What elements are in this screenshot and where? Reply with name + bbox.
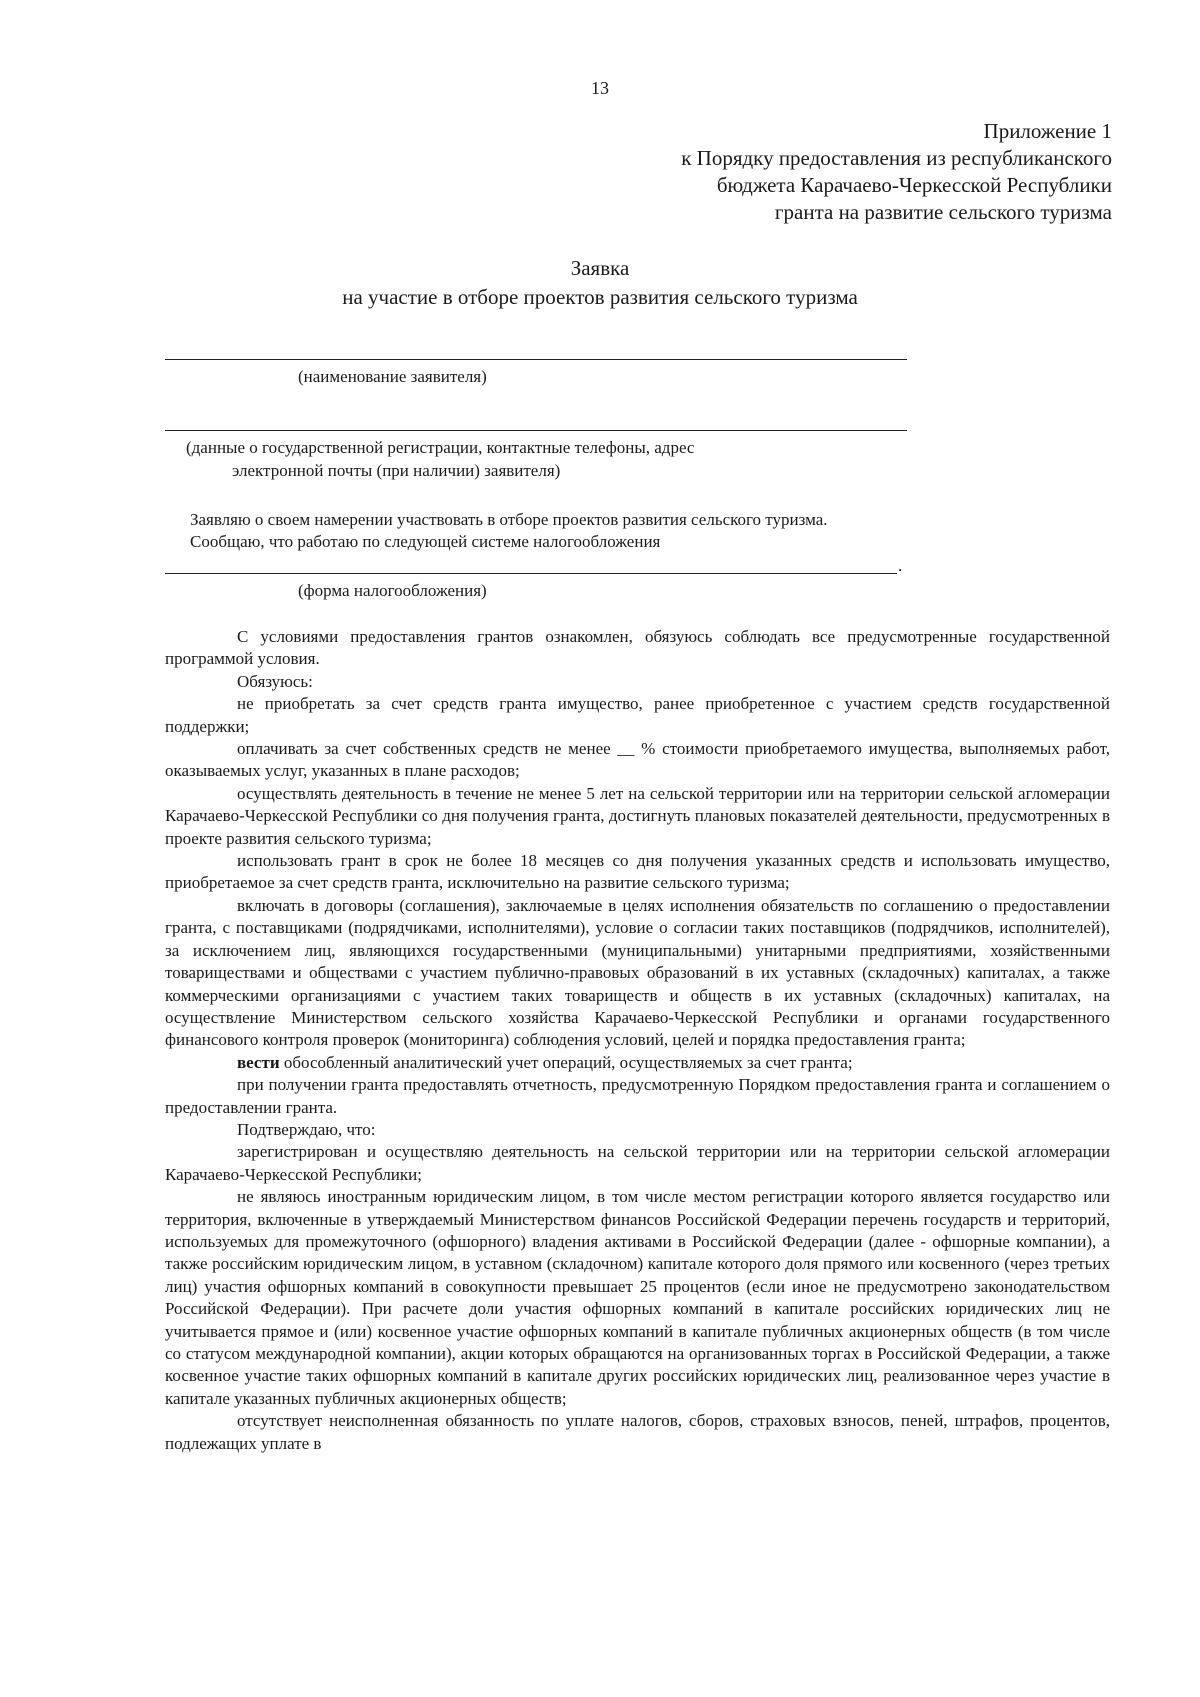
appendix-line-4: гранта на развитие сельского туризма	[774, 200, 1112, 224]
registration-data-line	[165, 430, 907, 431]
paragraph-own-funds: оплачивать за счет собственных средств не менее __ % стоимости приобретаемого имущества, выполняемых работ, оказываемых услуг, указанных в плане расходов;	[165, 739, 1110, 781]
registration-caption-2: электронной почты (при наличии) заявителя)	[232, 461, 561, 480]
statement-block	[190, 509, 1010, 553]
appendix-line-1: Приложение 1	[983, 119, 1112, 143]
paragraph-accounting	[165, 1052, 1110, 1074]
title-subheading: на участие в отборе проектов развития сельского туризма	[342, 285, 858, 309]
paragraph-no-tax-debt: отсутствует неисполненная обязанность по уплате налогов, сборов, страховых взносов, пеней, штрафов, процентов, подлежащих уплате в	[165, 1411, 1110, 1453]
paragraph-conditions: С условиями предоставления грантов ознакомлен, обязуюсь соблюдать все предусмотренные государственной программой условия.	[165, 627, 1110, 669]
paragraph-grant-usage: использовать грант в срок не более 18 месяцев со дня получения указанных средств и использовать имущество, приобретаемое за счет средств гранта, исключительно на развитие сельского туризма;	[165, 851, 1110, 893]
accounting-bold-word: вести	[237, 1052, 280, 1072]
body-text	[165, 626, 1110, 1455]
registration-caption-1: (данные о государственной регистрации, контактные телефоны, адрес	[186, 438, 695, 457]
paragraph-contracts: включать в договоры (соглашения), заключаемые в целях исполнения обязательств по соглашению о предоставлении гранта, с поставщиками (подрядчиками, исполнителями), условие о согласии таких поставщиков (подрядчиков, исполнителей), за исключением лиц, являющихся государственными (муниципальными) унитарными предприятиями, хозяйственными товариществами и обществами с участием публично-правовых образований в их уставных (складочных) капиталах, а также коммерческими организациями с участием таких товариществ и обществ в их уставных (складочных) капиталах, на осуществление Министерством сельского хозяйства Карачаево-Черкесской Республики и органами государственного финансового контроля проверок (мониторинга) соблюдения условий, целей и порядка предоставления гранта;	[165, 895, 1110, 1050]
statement-line-1: Заявляю о своем намерении участвовать в отборе проектов развития сельского туризма.	[190, 510, 828, 529]
page-number: 13	[591, 78, 609, 98]
tax-form-line	[165, 573, 897, 574]
statement-line-2: Сообщаю, что работаю по следующей системе налогообложения	[190, 532, 661, 551]
paragraph-registered: зарегистрирован и осуществляю деятельность на сельской территории или на территории сельской агломерации Карачаево-Черкесской Республики;	[165, 1142, 1110, 1184]
paragraph-no-reacquire: не приобретать за счет средств гранта имущество, ранее приобретенное с участием средств государственной поддержки;	[165, 694, 1110, 736]
paragraph-activity-period: осуществлять деятельность в течение не менее 5 лет на сельской территории или на территории сельской агломерации Карачаево-Черкесской Республики со дня получения гранта, достигнуть плановых показателей деятельности, предусмотренных в проекте развития сельского туризма;	[165, 783, 1110, 848]
document-title	[0, 254, 1200, 312]
paragraph-obligations-heading: Обязуюсь:	[237, 671, 313, 691]
paragraph-confirm-heading: Подтверждаю, что:	[237, 1119, 376, 1139]
title-heading: Заявка	[570, 256, 630, 280]
appendix-header	[681, 118, 1112, 226]
appendix-line-2: к Порядку предоставления из республиканского	[681, 146, 1112, 170]
tax-line-end: .	[898, 556, 903, 575]
applicant-name-caption: (наименование заявителя)	[298, 367, 487, 386]
appendix-line-3: бюджета Карачаево-Черкесской Республики	[716, 173, 1112, 197]
tax-form-caption: (форма налогообложения)	[298, 581, 487, 600]
paragraph-not-foreign: не являюсь иностранным юридическим лицом, в том числе местом регистрации которого является государство или территория, включенные в утверждаемый Министерством финансов Российской Федерации перечень государств и территорий, используемых для промежуточного (офшорного) владения активами в Российской Федерации (далее - офшорные компании), а также российским юридическим лицом, в уставном (складочном) капитале которого доля прямого или косвенного (через третьих лиц) участия офшорных компаний в совокупности превышает 25 процентов (если иное не предусмотрено законодательством Российской Федерации). При расчете доли участия офшорных компаний в капитале российских юридических лиц не учитывается прямое и (или) косвенное участие офшорных компаний в капитале публичных акционерных обществ (в том числе со статусом международной компании), акции которых обращаются на организованных торгах в Российской Федерации, а также косвенное участие таких офшорных компаний в капитале других российских юридических лиц, реализованное через участие в капитале указанных публичных акционерных обществ;	[165, 1187, 1110, 1408]
paragraph-reporting: при получении гранта предоставлять отчетность, предусмотренную Порядком предоставления гранта и соглашением о предоставлении гранта.	[165, 1075, 1110, 1117]
applicant-name-line	[165, 359, 907, 360]
accounting-rest: обособленный аналитический учет операций, осуществляемых за счет гранта;	[279, 1052, 853, 1072]
